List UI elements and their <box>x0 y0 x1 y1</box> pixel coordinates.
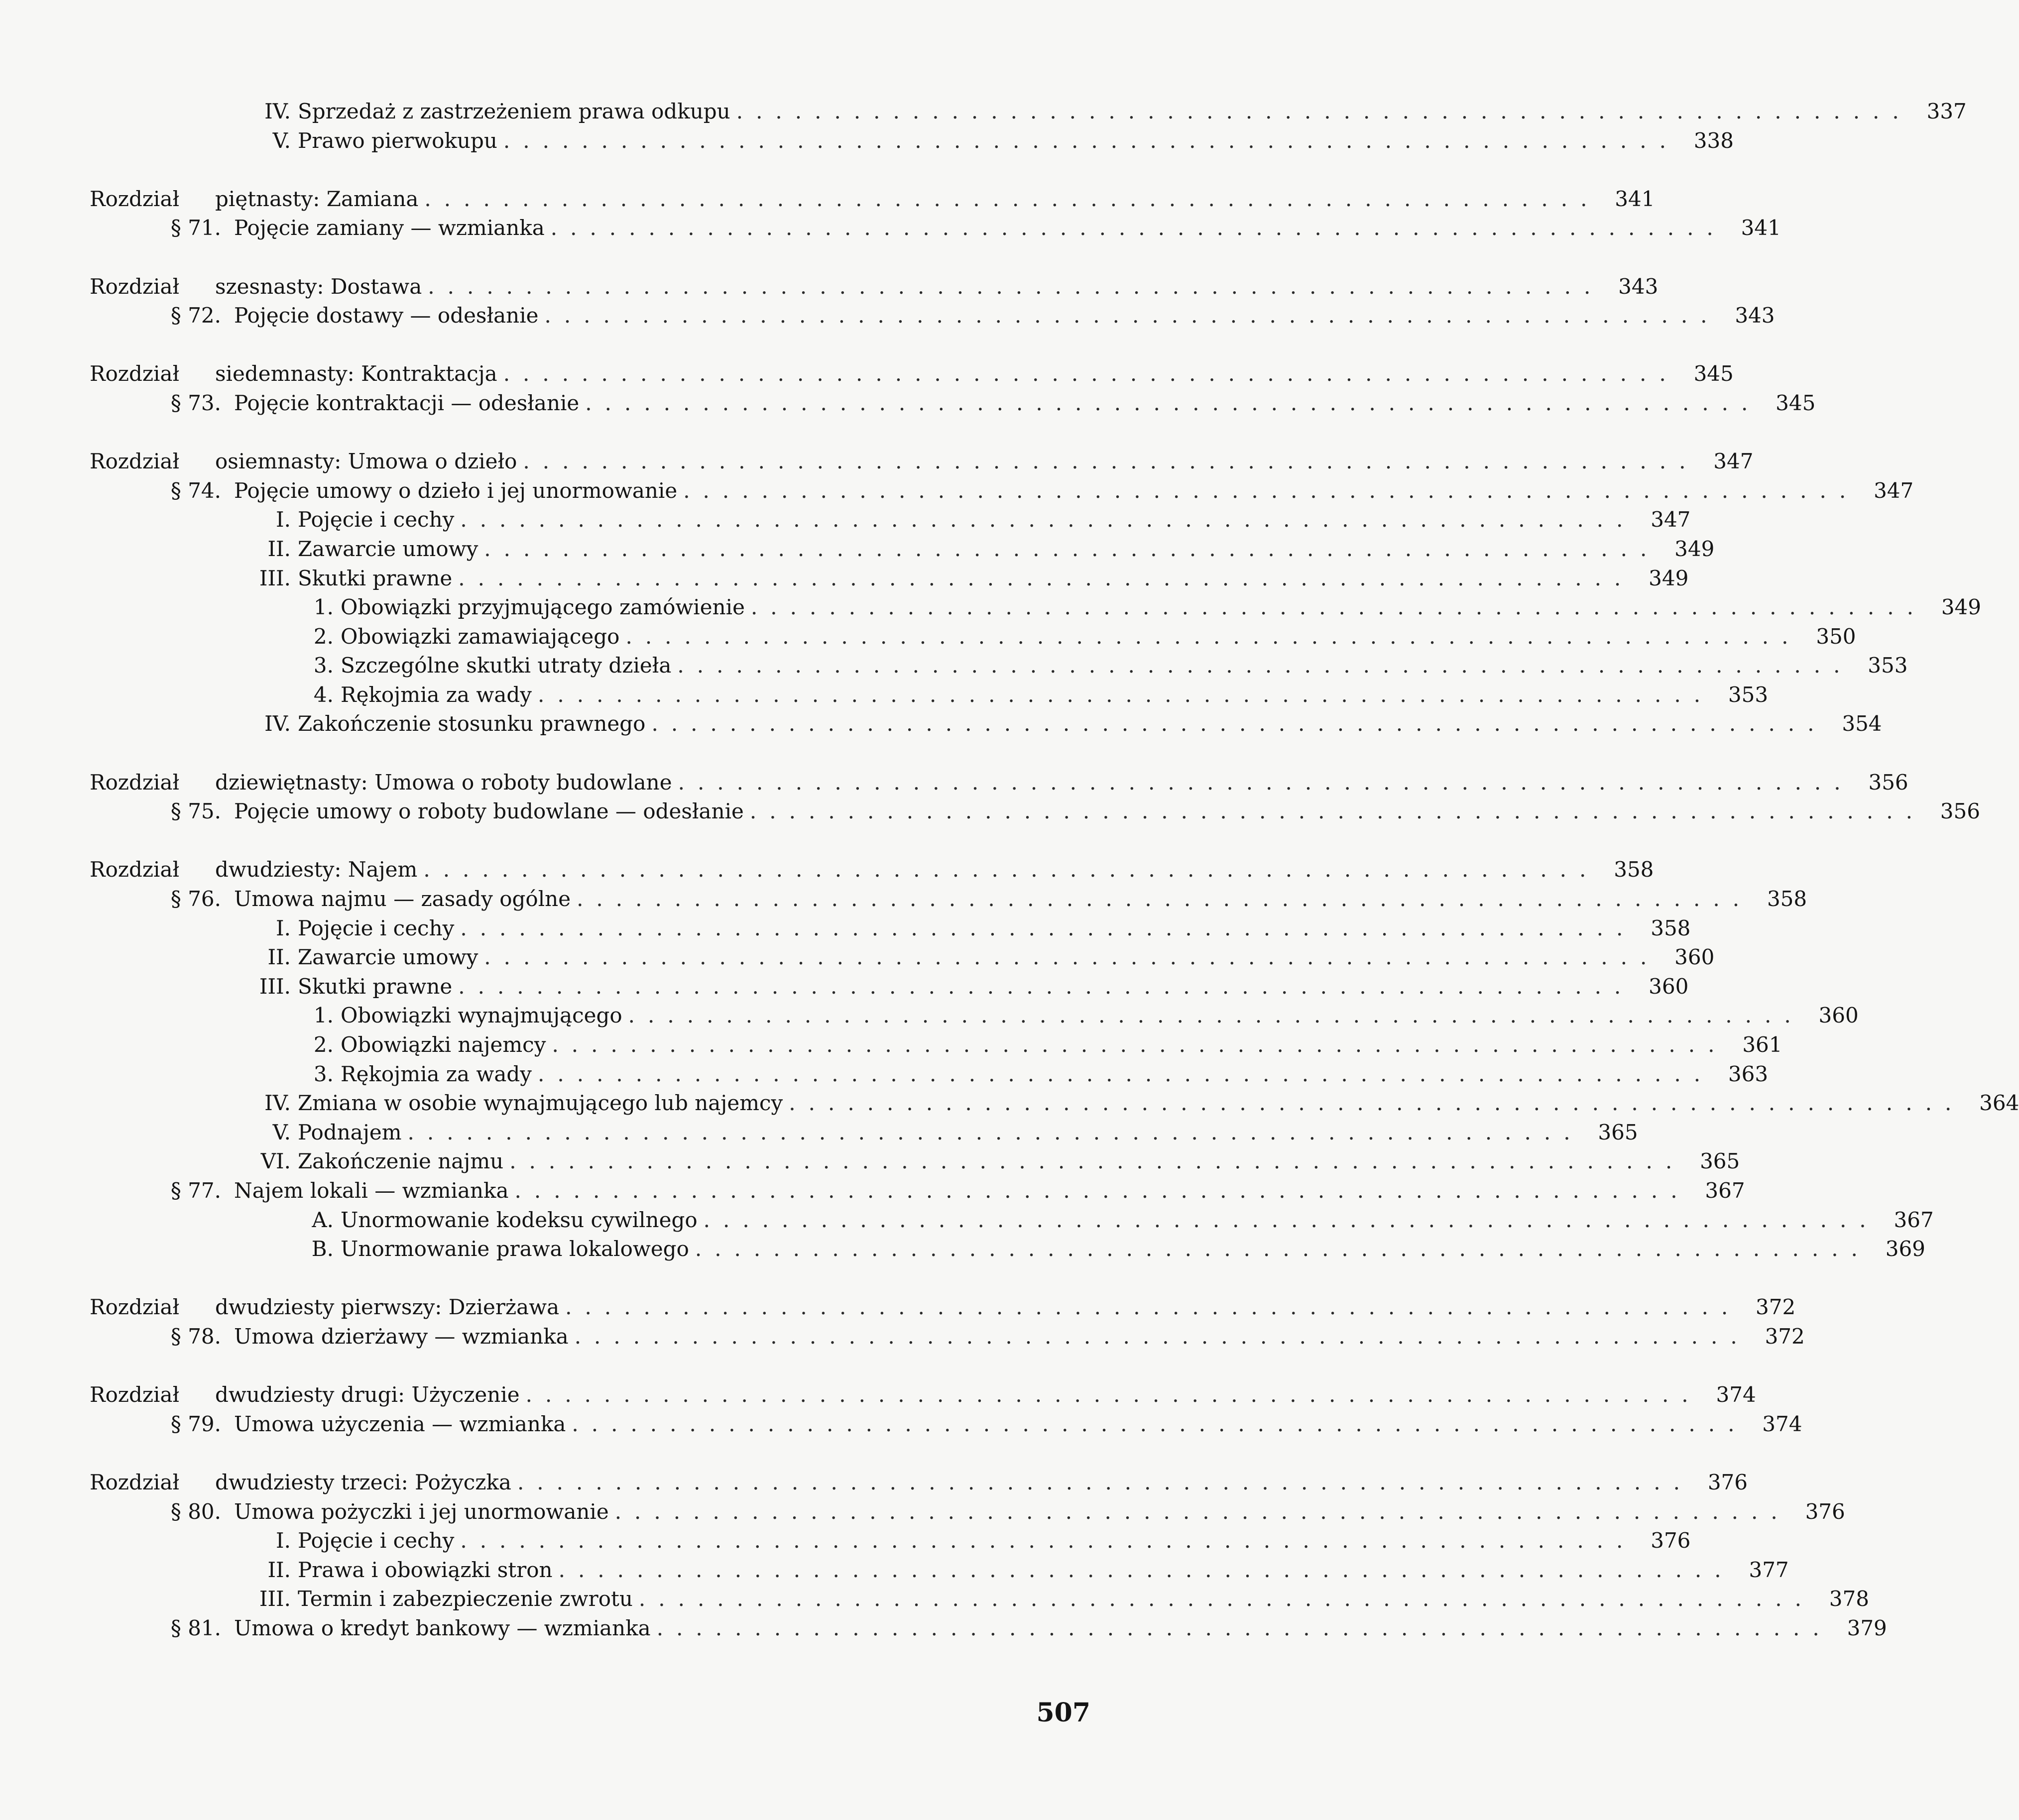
dot-leader: ............................................................ <box>638 1587 1814 1611</box>
entry-number: V. <box>272 128 291 153</box>
dot-leader: ............................................................ <box>460 507 1636 532</box>
toc-entry <box>90 476 1914 506</box>
entry-page: 347 <box>1713 449 1754 474</box>
toc-entry <box>90 681 1769 710</box>
entry-title: dwudziesty pierwszy: Dzierżawa <box>215 1295 560 1320</box>
entry-page: 341 <box>1615 186 1655 211</box>
entry-number: III. <box>259 974 291 999</box>
entry-number: VI. <box>260 1149 291 1174</box>
entry-title: Umowa dzierżawy — wzmianka <box>234 1324 569 1349</box>
entry-title: Najem lokali — wzmianka <box>234 1178 509 1203</box>
toc-entry <box>90 593 1981 622</box>
entry-page: 337 <box>1926 99 1967 123</box>
dot-leader: ............................................................ <box>651 711 1827 736</box>
toc-entry <box>90 972 1689 1002</box>
entry-title: Unormowanie prawa lokalowego <box>341 1237 689 1261</box>
toc-entry <box>90 564 1689 593</box>
entry-title: Zakończenie stosunku prawnego <box>298 711 646 736</box>
entry-title: Rękojmia za wady <box>341 682 532 707</box>
toc-entry <box>90 97 1967 126</box>
dot-leader: ............................................................ <box>678 770 1854 795</box>
entry-title: Obowiązki zamawiającego <box>341 624 620 649</box>
entry-page: 356 <box>1868 770 1908 795</box>
toc-entry <box>90 1497 1845 1527</box>
entry-number: Rozdział <box>90 770 180 795</box>
entry-page: 349 <box>1674 536 1715 561</box>
entry-page: 349 <box>1941 595 1981 620</box>
toc-entry <box>90 1556 1789 1585</box>
entry-title: dwudziesty trzeci: Pożyczka <box>215 1470 511 1494</box>
entry-number: Rozdział <box>90 857 180 882</box>
entry-page: 343 <box>1618 274 1659 299</box>
entry-page: 374 <box>1762 1411 1802 1436</box>
toc-entry <box>90 1089 2019 1118</box>
entry-page: 363 <box>1728 1061 1769 1086</box>
entry-title: Umowa pożyczki i jej unormowanie <box>234 1499 609 1524</box>
entry-title: Obowiązki najemcy <box>341 1032 546 1057</box>
entry-number: I. <box>276 507 291 532</box>
entry-title: Sprzedaż z zastrzeżeniem prawa odkupu <box>298 99 730 123</box>
entry-page: 360 <box>1649 974 1689 999</box>
entry-page: 379 <box>1847 1615 1887 1640</box>
entry-number: § 76. <box>170 887 221 911</box>
entry-title: dwudziesty drugi: Użyczenie <box>215 1382 520 1407</box>
entry-number: § 81. <box>170 1615 221 1640</box>
entry-number: § 73. <box>170 390 221 415</box>
entry-title: Zawarcie umowy <box>298 536 478 561</box>
entry-page: 367 <box>1705 1178 1745 1203</box>
toc-entry <box>90 1585 1869 1614</box>
entry-page: 353 <box>1728 682 1769 707</box>
page-number: 507 <box>1036 1698 1090 1728</box>
toc-entry <box>90 1030 1782 1060</box>
entry-number: IV. <box>264 1091 291 1116</box>
chapter-entry <box>90 855 1654 885</box>
dot-leader: ............................................................ <box>544 303 1720 328</box>
table-of-contents <box>90 97 2019 1643</box>
entry-number: II. <box>267 945 291 970</box>
entry-number: III. <box>259 566 291 590</box>
entry-title: Umowa użyczenia — wzmianka <box>234 1411 566 1436</box>
dot-leader: ............................................................ <box>407 1120 1583 1144</box>
toc-entry <box>90 622 1856 652</box>
entry-number: § 75. <box>170 799 221 824</box>
entry-number: 2. <box>313 1032 334 1057</box>
dot-leader: ............................................................ <box>503 361 1679 386</box>
entry-number: II. <box>267 1557 291 1582</box>
dot-leader: ............................................................ <box>577 887 1753 911</box>
entry-page: 343 <box>1735 303 1775 328</box>
entry-title: siedemnasty: Kontraktacja <box>215 361 497 386</box>
entry-page: 358 <box>1614 857 1654 882</box>
entry-page: 377 <box>1749 1557 1789 1582</box>
entry-page: 365 <box>1598 1120 1638 1144</box>
entry-number: I. <box>276 1528 291 1553</box>
dot-leader: ............................................................ <box>423 857 1599 882</box>
chapter-entry <box>90 768 1908 797</box>
entry-title: Pojęcie umowy o roboty budowlane — odesłanie <box>234 799 744 824</box>
entry-number: B. <box>311 1237 334 1261</box>
toc-entry <box>90 709 1882 739</box>
entry-page: 369 <box>1885 1237 1925 1261</box>
entry-number: § 80. <box>170 1499 221 1524</box>
dot-leader: ............................................................ <box>424 186 1600 211</box>
entry-page: 358 <box>1651 915 1691 940</box>
entry-title: szesnasty: Dostawa <box>215 274 422 299</box>
dot-leader: ............................................................ <box>460 1528 1636 1553</box>
dot-leader: ............................................................ <box>565 1295 1741 1320</box>
toc-entry <box>90 126 1734 156</box>
entry-page: 338 <box>1693 128 1734 153</box>
toc-entry <box>90 214 1781 243</box>
dot-leader: ............................................................ <box>538 682 1714 707</box>
entry-number: Rozdział <box>90 449 180 474</box>
dot-leader: ............................................................ <box>514 1178 1690 1203</box>
dot-leader: ............................................................ <box>509 1149 1685 1174</box>
entry-title: Pojęcie i cechy <box>298 915 455 940</box>
toc-entry <box>90 914 1691 943</box>
dot-leader: ............................................................ <box>677 653 1853 678</box>
toc-entry <box>90 1060 1769 1089</box>
dot-leader: ............................................................ <box>625 624 1801 649</box>
entry-number: Rozdział <box>90 1295 180 1320</box>
entry-page: 372 <box>1765 1324 1805 1349</box>
entry-title: Pojęcie i cechy <box>298 1528 455 1553</box>
entry-page: 372 <box>1756 1295 1796 1320</box>
toc-entry <box>90 1614 1887 1643</box>
dot-leader: ............................................................ <box>503 128 1679 153</box>
dot-leader: ............................................................ <box>538 1061 1714 1086</box>
entry-page: 378 <box>1829 1587 1869 1611</box>
entry-title: Zakończenie najmu <box>298 1149 504 1174</box>
dot-leader: ............................................................ <box>550 216 1726 240</box>
entry-title: Prawo pierwokupu <box>298 128 497 153</box>
toc-entry <box>90 651 1908 681</box>
entry-title: Obowiązki przyjmującego zamówienie <box>341 595 745 620</box>
toc-entry <box>90 943 1715 972</box>
entry-number: IV. <box>264 99 291 123</box>
entry-title: Pojęcie dostawy — odesłanie <box>234 303 539 328</box>
entry-number: II. <box>267 536 291 561</box>
entry-page: 350 <box>1816 624 1856 649</box>
entry-number: A. <box>312 1207 334 1232</box>
dot-leader: ............................................................ <box>703 1207 1879 1232</box>
entry-title: piętnasty: Zamiana <box>215 186 419 211</box>
entry-page: 345 <box>1776 390 1816 415</box>
dot-leader: ............................................................ <box>614 1499 1790 1524</box>
dot-leader: ............................................................ <box>558 1557 1734 1582</box>
entry-page: 376 <box>1805 1499 1845 1524</box>
dot-leader: ............................................................ <box>458 566 1634 590</box>
toc-entry <box>90 389 1816 418</box>
entry-page: 358 <box>1767 887 1807 911</box>
toc-entry <box>90 1235 1925 1264</box>
toc-entry <box>90 885 1807 914</box>
toc-entry <box>90 797 1980 826</box>
dot-leader: ............................................................ <box>628 1003 1804 1028</box>
dot-leader: ............................................................ <box>458 974 1634 999</box>
entry-page: 349 <box>1649 566 1689 590</box>
chapter-entry <box>90 447 1754 476</box>
entry-number: Rozdział <box>90 1382 180 1407</box>
dot-leader: ............................................................ <box>736 99 1912 123</box>
dot-leader: ............................................................ <box>525 1382 1701 1407</box>
toc-entry <box>90 1410 1802 1439</box>
entry-title: Skutki prawne <box>298 974 453 999</box>
entry-page: 376 <box>1707 1470 1748 1494</box>
entry-number: Rozdział <box>90 274 180 299</box>
chapter-entry <box>90 1293 1796 1322</box>
dot-leader: ............................................................ <box>656 1615 1832 1640</box>
toc-entry <box>90 1001 1859 1030</box>
entry-page: 341 <box>1741 216 1781 240</box>
dot-leader: ............................................................ <box>517 1470 1693 1494</box>
entry-page: 376 <box>1651 1528 1691 1553</box>
entry-number: 1. <box>313 595 334 620</box>
dot-leader: ............................................................ <box>572 1411 1748 1436</box>
dot-leader: ............................................................ <box>750 595 1926 620</box>
entry-title: Zawarcie umowy <box>298 945 478 970</box>
entry-page: 356 <box>1940 799 1980 824</box>
dot-leader: ............................................................ <box>789 1091 1965 1116</box>
entry-title: osiemnasty: Umowa o dzieło <box>215 449 517 474</box>
chapter-entry <box>90 1468 1748 1497</box>
entry-title: Rękojmia za wady <box>341 1061 532 1086</box>
entry-title: Podnajem <box>298 1120 402 1144</box>
entry-page: 374 <box>1716 1382 1756 1407</box>
entry-title: dwudziesty: Najem <box>215 857 418 882</box>
entry-number: 1. <box>313 1003 334 1028</box>
dot-leader: ............................................................ <box>574 1324 1750 1349</box>
entry-number: 2. <box>313 624 334 649</box>
chapter-entry <box>90 359 1734 389</box>
dot-leader: ............................................................ <box>683 478 1859 503</box>
entry-number: Rozdział <box>90 361 180 386</box>
entry-number: 3. <box>313 1061 334 1086</box>
dot-leader: ............................................................ <box>484 536 1660 561</box>
entry-page: 354 <box>1842 711 1882 736</box>
entry-title: Zmiana w osobie wynajmującego lub najemcy <box>298 1091 783 1116</box>
entry-number: 3. <box>313 653 334 678</box>
chapter-entry <box>90 272 1659 302</box>
entry-number: 4. <box>313 682 334 707</box>
entry-title: Prawa i obowiązki stron <box>298 1557 553 1582</box>
entry-page: 364 <box>1979 1091 2019 1116</box>
entry-number: § 72. <box>170 303 221 328</box>
entry-number: § 77. <box>170 1178 221 1203</box>
entry-title: Skutki prawne <box>298 566 453 590</box>
dot-leader: ............................................................ <box>523 449 1699 474</box>
entry-title: Umowa najmu — zasady ogólne <box>234 887 571 911</box>
entry-number: § 78. <box>170 1324 221 1349</box>
chapter-entry <box>90 1380 1756 1410</box>
entry-title: Szczególne skutki utraty dzieła <box>341 653 672 678</box>
entry-number: V. <box>272 1120 291 1144</box>
entry-number: III. <box>259 1587 291 1611</box>
entry-title: Pojęcie i cechy <box>298 507 455 532</box>
dot-leader: ............................................................ <box>749 799 1925 824</box>
entry-page: 367 <box>1894 1207 1934 1232</box>
toc-entry <box>90 301 1775 331</box>
dot-leader: ............................................................ <box>552 1032 1728 1057</box>
dot-leader: ............................................................ <box>585 390 1761 415</box>
entry-page: 360 <box>1674 945 1715 970</box>
entry-number: § 79. <box>170 1411 221 1436</box>
entry-title: Pojęcie umowy o dzieło i jej unormowanie <box>234 478 678 503</box>
toc-entry <box>90 1147 1740 1176</box>
entry-page: 347 <box>1874 478 1914 503</box>
dot-leader: ............................................................ <box>484 945 1660 970</box>
entry-number: IV. <box>264 711 291 736</box>
entry-title: Pojęcie kontraktacji — odesłanie <box>234 390 580 415</box>
entry-number: § 74. <box>170 478 221 503</box>
entry-number: Rozdział <box>90 1470 180 1494</box>
dot-leader: ............................................................ <box>460 915 1636 940</box>
toc-entry <box>90 1526 1691 1556</box>
entry-page: 365 <box>1700 1149 1740 1174</box>
entry-number: Rozdział <box>90 186 180 211</box>
toc-entry <box>90 1206 1934 1235</box>
toc-entry <box>90 505 1691 535</box>
entry-number: § 71. <box>170 216 221 240</box>
entry-page: 360 <box>1818 1003 1859 1028</box>
entry-title: Unormowanie kodeksu cywilnego <box>341 1207 698 1232</box>
entry-title: Pojęcie zamiany — wzmianka <box>234 216 545 240</box>
toc-entry <box>90 1176 1745 1206</box>
entry-page: 361 <box>1742 1032 1782 1057</box>
entry-title: Umowa o kredyt bankowy — wzmianka <box>234 1615 651 1640</box>
toc-entry <box>90 1322 1805 1352</box>
chapter-entry <box>90 185 1655 214</box>
entry-page: 353 <box>1868 653 1908 678</box>
dot-leader: ............................................................ <box>428 274 1604 299</box>
entry-title: dziewiętnasty: Umowa o roboty budowlane <box>215 770 672 795</box>
entry-title: Termin i zabezpieczenie zwrotu <box>298 1587 633 1611</box>
entry-page: 345 <box>1693 361 1734 386</box>
entry-title: Obowiązki wynajmującego <box>341 1003 622 1028</box>
entry-number: I. <box>276 915 291 940</box>
dot-leader: ............................................................ <box>695 1237 1871 1261</box>
toc-entry <box>90 535 1715 564</box>
entry-page: 347 <box>1651 507 1691 532</box>
toc-entry <box>90 1118 1638 1147</box>
